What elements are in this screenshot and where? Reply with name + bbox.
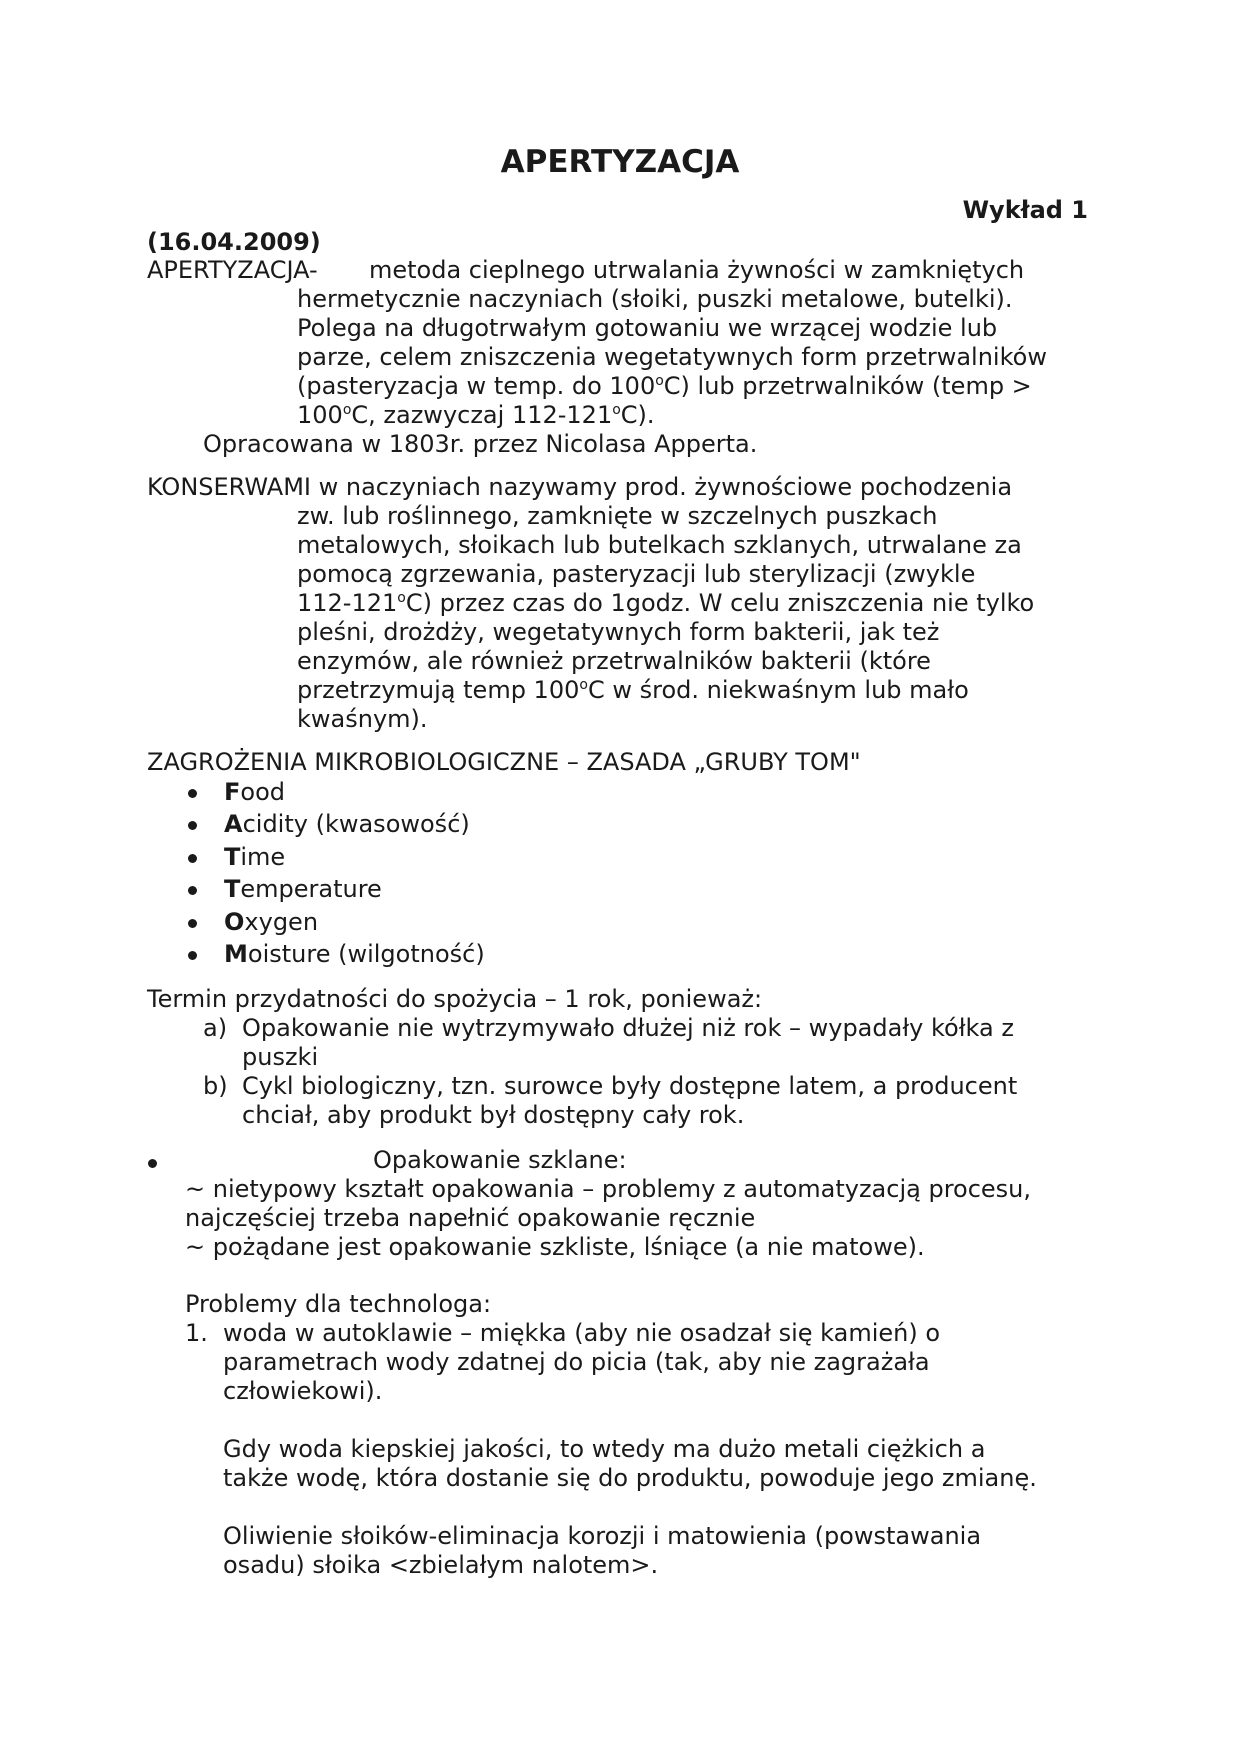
problemy-line: człowiekowi).: [223, 1377, 383, 1405]
paragraph-line: osadu) słoika <zbielałym nalotem>.: [223, 1551, 659, 1579]
definition-line: Polega na długotrwałym gotowaniu we wrzącej wodzie lub: [297, 314, 998, 342]
konserwy-line: metalowych, słoikach lub butelkach szklanych, utrwalane za: [297, 531, 1022, 559]
konserwy-line: enzymów, ale również przetrwalników bakterii (które: [297, 647, 931, 675]
paragraph-line: Gdy woda kiepskiej jakości, to wtedy ma dużo metali ciężkich a: [223, 1435, 986, 1463]
bullet-icon: [148, 1159, 157, 1168]
lecture-label: Wykład 1: [962, 196, 1088, 224]
list-item: Temperature: [224, 875, 382, 903]
szklane-line: ~ nietypowy kształt opakowania – problemy z automatyzacją procesu,: [185, 1175, 1032, 1203]
konserwy-line: przetrzymują temp 100$^o$C w środ. niekwaśnym lub mało: [297, 676, 969, 704]
konserwy-line: zw. lub roślinnego, zamknięte w szczelnych puszkach: [297, 502, 938, 530]
page-title: APERTYZACJA: [500, 144, 740, 180]
bullet-icon: [188, 919, 197, 928]
bullet-icon: [188, 789, 197, 798]
definition-line: 100$^o$C, zazwyczaj 112-121$^o$C).: [297, 401, 655, 429]
list-marker: b): [203, 1072, 228, 1100]
termin-a-line: puszki: [242, 1043, 319, 1071]
bullet-icon: [188, 886, 197, 895]
list-item: Acidity (kwasowość): [224, 810, 470, 838]
termin-b-line: chciał, aby produkt był dostępny cały rok.: [242, 1101, 745, 1129]
szklane-line: ~ pożądane jest opakowanie szkliste, lśniące (a nie matowe).: [185, 1233, 925, 1261]
definition-line: hermetycznie naczyniach (słoiki, puszki metalowe, butelki).: [297, 285, 1013, 313]
konserwy-line: pomocą zgrzewania, pasteryzacji lub sterylizacji (zwykle: [297, 560, 976, 588]
definition-author: Opracowana w 1803r. przez Nicolasa Apperta.: [203, 430, 758, 458]
szklane-line: najczęściej trzeba napełnić opakowanie ręcznie: [185, 1204, 756, 1232]
problemy-heading: Problemy dla technologa:: [185, 1290, 492, 1318]
bullet-icon: [188, 854, 197, 863]
bullet-icon: [188, 951, 197, 960]
problemy-line: parametrach wody zdatnej do picia (tak, aby nie zagrażała: [223, 1348, 930, 1376]
termin-intro: Termin przydatności do spożycia – 1 rok, ponieważ:: [147, 985, 763, 1013]
list-marker: 1.: [185, 1319, 208, 1347]
problemy-line: woda w autoklawie – miękka (aby nie osadzał się kamień) o: [223, 1319, 941, 1347]
definition-line: (pasteryzacja w temp. do 100$^o$C) lub przetrwalników (temp >: [297, 372, 1032, 400]
list-item: Time: [224, 843, 286, 871]
lecture-date: (16.04.2009): [147, 228, 321, 256]
definition-line: parze, celem zniszczenia wegetatywnych form przetrwalników: [297, 343, 1047, 371]
list-marker: a): [203, 1014, 228, 1042]
list-item: Moisture (wilgotność): [224, 940, 485, 968]
konserwy-line: pleśni, drożdży, wegetatywnych form bakterii, jak też: [297, 618, 940, 646]
konserwy-line: KONSERWAMI w naczyniach nazywamy prod. żywnościowe pochodzenia: [147, 473, 1013, 501]
definition-term: APERTYZACJA-: [147, 256, 318, 284]
paragraph-line: Oliwienie słoików-eliminacja korozji i matowienia (powstawania: [223, 1522, 982, 1550]
konserwy-line: kwaśnym).: [297, 705, 428, 733]
szklane-heading: Opakowanie szklane:: [373, 1146, 627, 1174]
termin-a-line: Opakowanie nie wytrzymywało dłużej niż rok – wypadały kółka z: [242, 1014, 1014, 1042]
konserwy-line: 112-121$^o$C) przez czas do 1godz. W celu zniszczenia nie tylko: [297, 589, 1035, 617]
bullet-icon: [188, 821, 197, 830]
list-item: Food: [224, 778, 286, 806]
paragraph-line: także wodę, która dostanie się do produktu, powoduje jego zmianę.: [223, 1464, 1037, 1492]
definition-line: metoda cieplnego utrwalania żywności w zamkniętych: [369, 256, 1025, 284]
zagrozenia-heading: ZAGROŻENIA MIKROBIOLOGICZNE – ZASADA „GRUBY TOM": [147, 748, 861, 776]
termin-b-line: Cykl biologiczny, tzn. surowce były dostępne latem, a producent: [242, 1072, 1018, 1100]
list-item: Oxygen: [224, 908, 319, 936]
